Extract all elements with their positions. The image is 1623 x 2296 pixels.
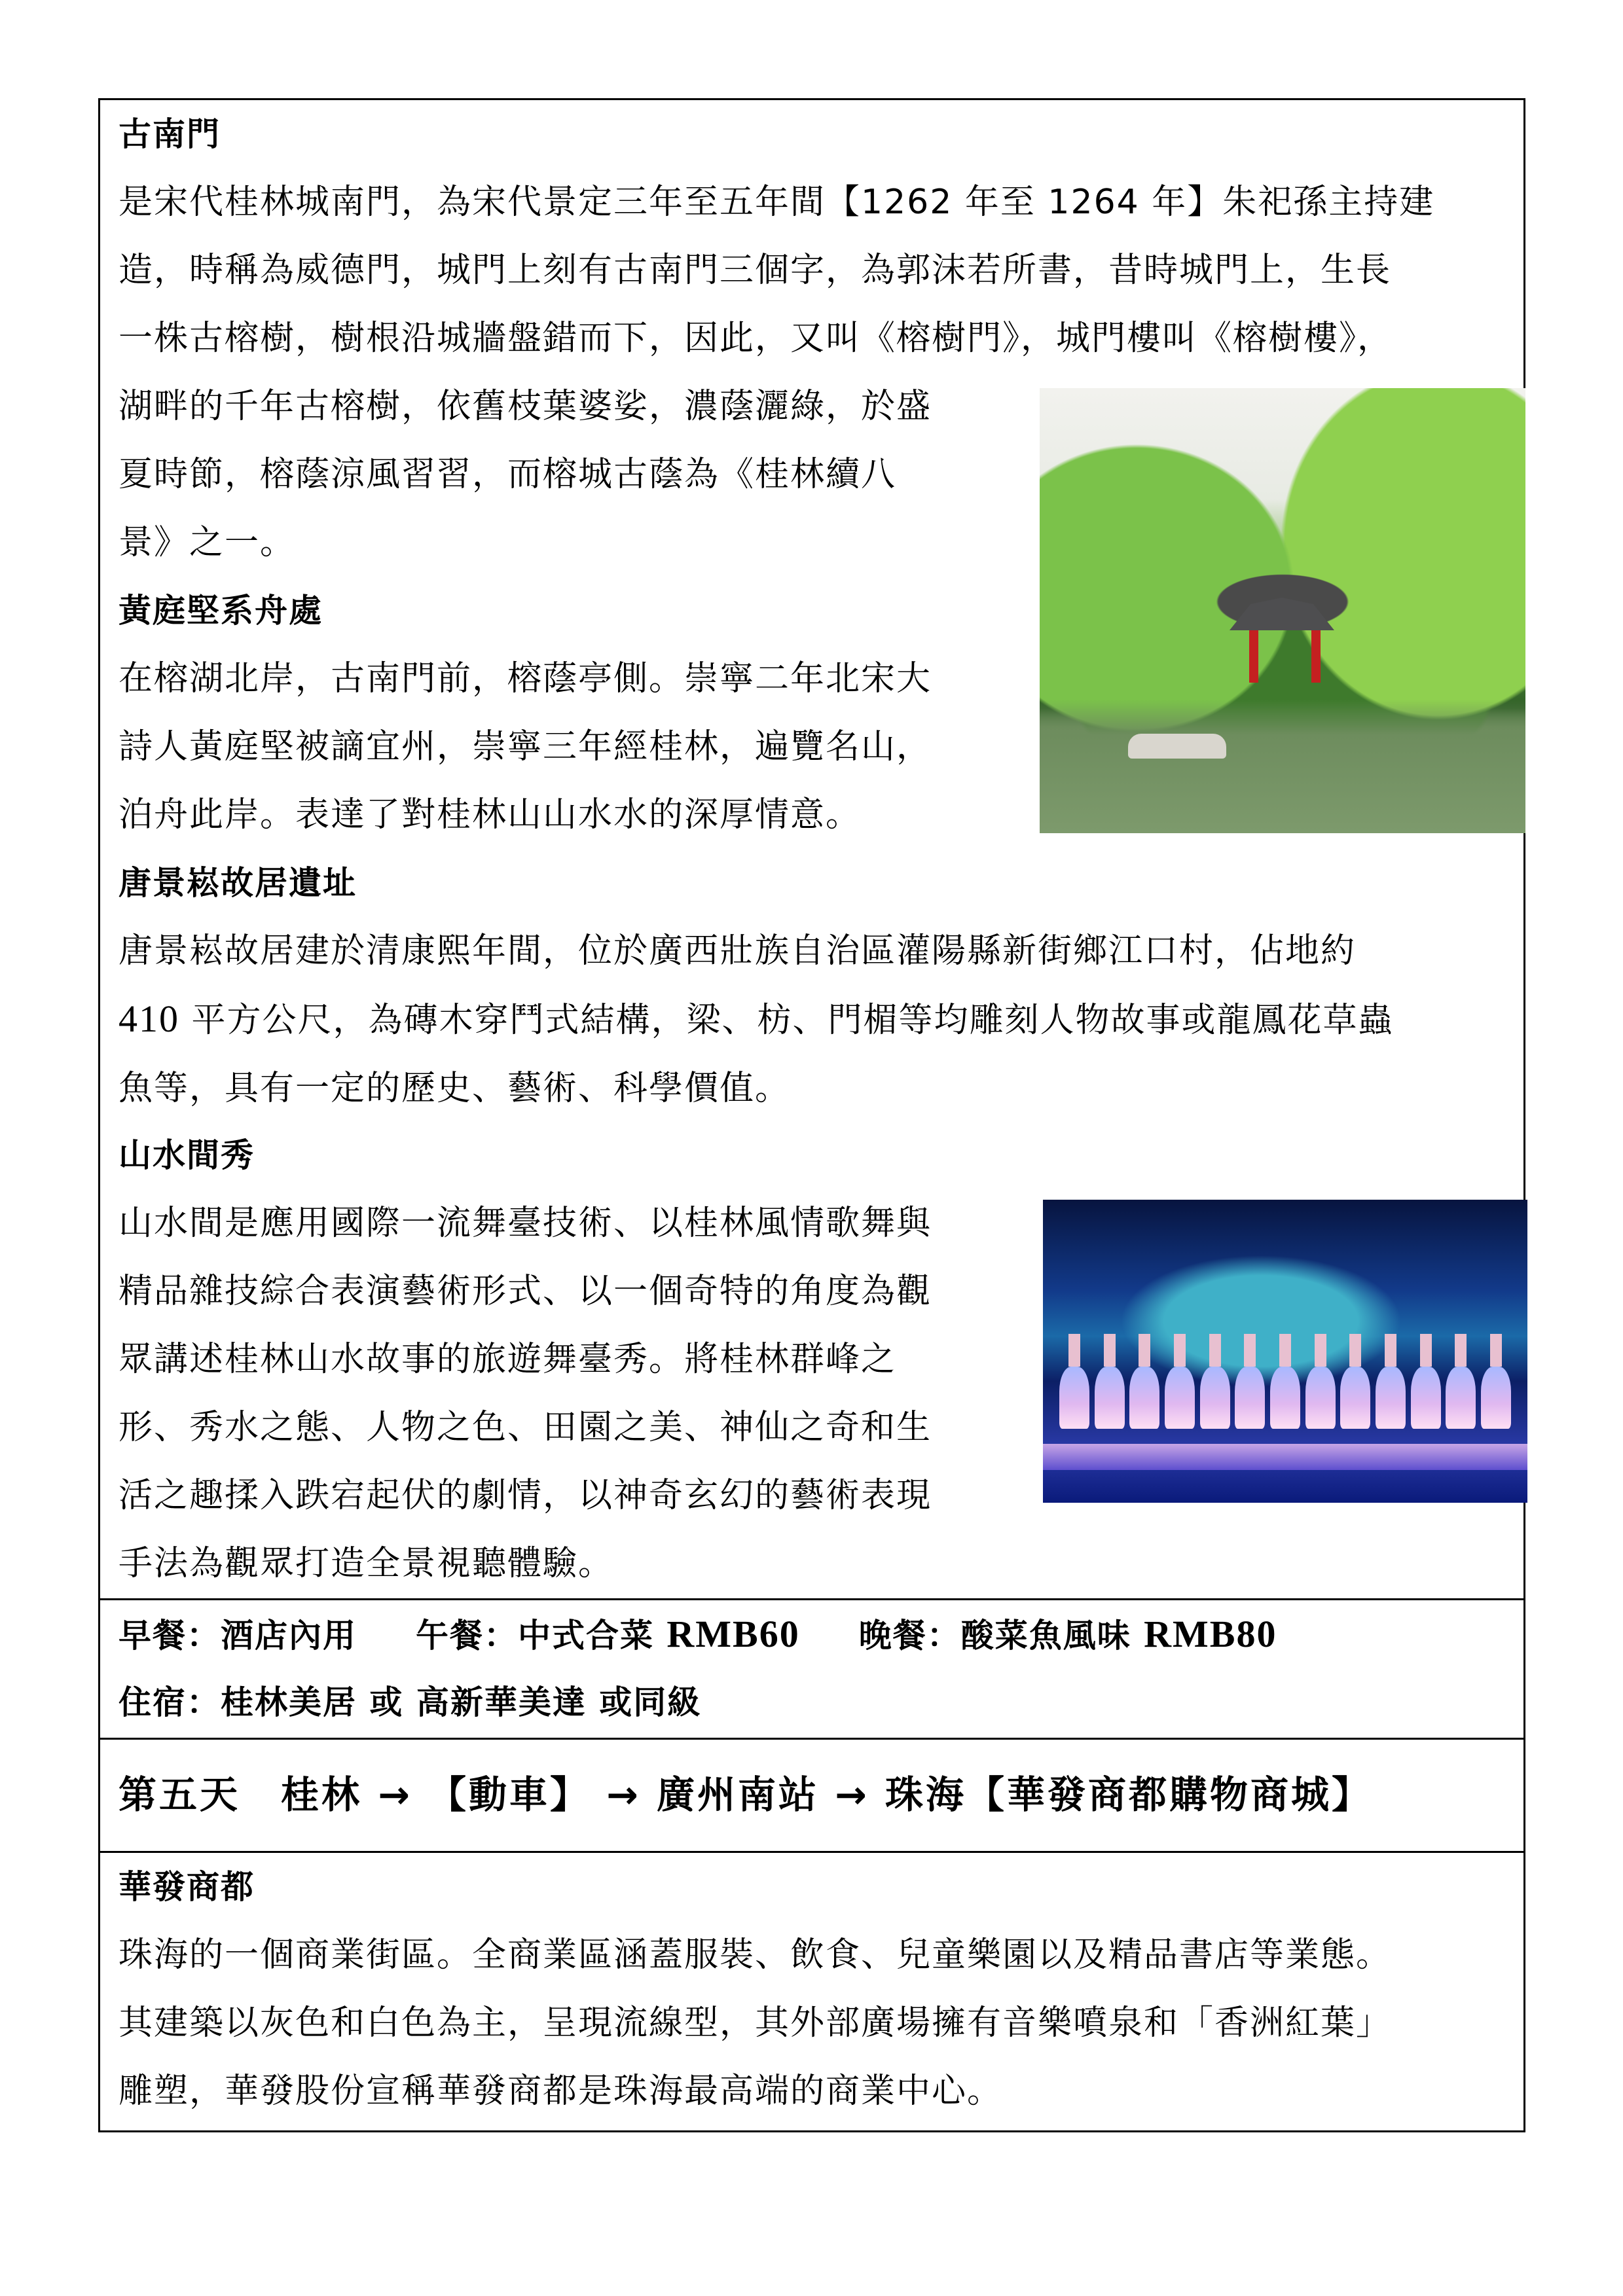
boat-shape bbox=[1128, 734, 1226, 759]
attractions-cell bbox=[100, 100, 1523, 1600]
paragraph-line: 泊舟此岸。表達了對桂林山山水水的深厚情意。 bbox=[119, 795, 862, 834]
dinner-label: 晚餐：酸菜魚風味 bbox=[858, 1617, 1144, 1655]
dancer-figure bbox=[1340, 1324, 1370, 1455]
pavilion-roof-shape bbox=[1230, 598, 1334, 630]
paragraph-line: 一株古榕樹，樹根沿城牆盤錯而下，因此，又叫《榕樹門》，城門樓叫《榕樹樓》， bbox=[119, 319, 1393, 358]
dancer-figure bbox=[1235, 1324, 1265, 1455]
section-title: 唐景崧故居遺址 bbox=[119, 864, 357, 902]
paragraph-line-rest: 平方公尺，為磚木穿鬥式結構，梁、枋、門楣等均雕刻人物故事或龍鳳花草蟲 bbox=[179, 1001, 1394, 1040]
paragraph-line: 是宋代桂林城南門，為宋代景定三年至五年間【1262 年至 1264 年】朱祀孫主持建 bbox=[119, 183, 1435, 222]
paragraph-line: 唐景崧故居建於清康熙年間，位於廣西壯族自治區灌陽縣新街鄉江口村，佔地約 bbox=[119, 931, 1357, 971]
section-huafa bbox=[119, 1853, 1391, 2125]
lunch-text bbox=[416, 1613, 800, 1655]
accommodation-line: 住宿：桂林美居 或 高新華美達 或同級 bbox=[119, 1683, 702, 1721]
paragraph-line: 手法為觀眾打造全景視聽體驗。 bbox=[119, 1544, 614, 1583]
paragraph-line: 眾講述桂林山水故事的旅遊舞臺秀。將桂林群峰之 bbox=[119, 1340, 897, 1379]
section-title: 黃庭堅系舟處 bbox=[119, 592, 323, 630]
paragraph-line: 魚等，具有一定的歷史、藝術、科學價值。 bbox=[119, 1069, 791, 1108]
dancer-figure bbox=[1200, 1324, 1230, 1455]
section-title: 山水間秀 bbox=[119, 1136, 255, 1174]
dinner-text bbox=[858, 1613, 1277, 1655]
stage-show-photo bbox=[1043, 1200, 1527, 1503]
pavilion-photo bbox=[1040, 388, 1525, 833]
paragraph-line bbox=[119, 985, 1394, 1054]
paragraph-line: 山水間是應用國際一流舞臺技術、以桂林風情歌舞與 bbox=[119, 1204, 932, 1243]
paragraph-line: 在榕湖北岸，古南門前，榕蔭亭側。崇寧二年北宋大 bbox=[119, 659, 932, 698]
pavilion-pillar bbox=[1311, 630, 1321, 683]
itinerary-table bbox=[98, 98, 1525, 2132]
dinner-price: RMB80 bbox=[1144, 1613, 1277, 1655]
dancer-figure bbox=[1481, 1324, 1511, 1455]
dancer-figure bbox=[1129, 1324, 1159, 1455]
meals-accommodation-cell bbox=[100, 1600, 1523, 1740]
dancer-figure bbox=[1059, 1324, 1089, 1455]
huafa-cell bbox=[100, 1853, 1523, 2130]
lunch-price: RMB60 bbox=[666, 1613, 800, 1655]
dancer-row bbox=[1059, 1324, 1511, 1455]
meals-line bbox=[119, 1600, 1336, 1670]
paragraph-line: 其建築以灰色和白色為主，呈現流線型，其外部廣場擁有音樂噴泉和「香洲紅葉」 bbox=[119, 2003, 1392, 2043]
lunch-label: 午餐：中式合菜 bbox=[416, 1617, 667, 1655]
section-tang-jingsong bbox=[119, 849, 1394, 1122]
paragraph-line: 詩人黃庭堅被謫宜州，崇寧三年經桂林，遍覽名山， bbox=[119, 727, 932, 766]
paragraph-line: 景》之一。 bbox=[119, 523, 296, 562]
dancer-figure bbox=[1270, 1324, 1300, 1455]
dancer-figure bbox=[1411, 1324, 1441, 1455]
section-title: 華發商都 bbox=[119, 1868, 255, 1906]
section-huang-tingjian bbox=[119, 577, 932, 849]
paragraph-line: 湖畔的千年古榕樹，依舊枝葉婆娑，濃蔭灑綠，於盛 bbox=[119, 387, 932, 426]
paragraph-line: 造，時稱為威德門，城門上刻有古南門三個字，為郭沫若所書，昔時城門上，生長 bbox=[119, 251, 1392, 290]
dancer-figure bbox=[1305, 1324, 1336, 1455]
dancer-figure bbox=[1376, 1324, 1406, 1455]
paragraph-line: 夏時節，榕蔭涼風習習，而榕城古蔭為《桂林續八 bbox=[119, 455, 897, 494]
paragraph-line: 珠海的一個商業街區。全商業區涵蓋服裝、飲食、兒童樂園以及精品書店等業態。 bbox=[119, 1935, 1392, 1975]
area-number: 410 bbox=[119, 997, 179, 1040]
breakfast-text: 早餐：酒店內用 bbox=[119, 1617, 357, 1655]
paragraph-line: 活之趣揉入跌宕起伏的劇情，以神奇玄幻的藝術表現 bbox=[119, 1476, 932, 1515]
paragraph-line: 精品雜技綜合表演藝術形式、以一個奇特的角度為觀 bbox=[119, 1272, 932, 1311]
paragraph-line: 雕塑，華發股份宣稱華發商都是珠海最高端的商業中心。 bbox=[119, 2072, 1003, 2111]
dancer-figure bbox=[1446, 1324, 1476, 1455]
day5-header-cell bbox=[100, 1740, 1523, 1853]
dancer-figure bbox=[1095, 1324, 1125, 1455]
section-title: 古南門 bbox=[119, 115, 221, 153]
section-shanshui-show bbox=[119, 1121, 932, 1598]
pavilion-pillar bbox=[1249, 630, 1258, 683]
day5-title: 第五天 桂林 → 【動車】 → 廣州南站 → 珠海【華發商都購物商城】 bbox=[119, 1772, 1372, 1817]
dancer-figure bbox=[1165, 1324, 1195, 1455]
paragraph-line: 形、秀水之態、人物之色、田園之美、神仙之奇和生 bbox=[119, 1408, 932, 1447]
